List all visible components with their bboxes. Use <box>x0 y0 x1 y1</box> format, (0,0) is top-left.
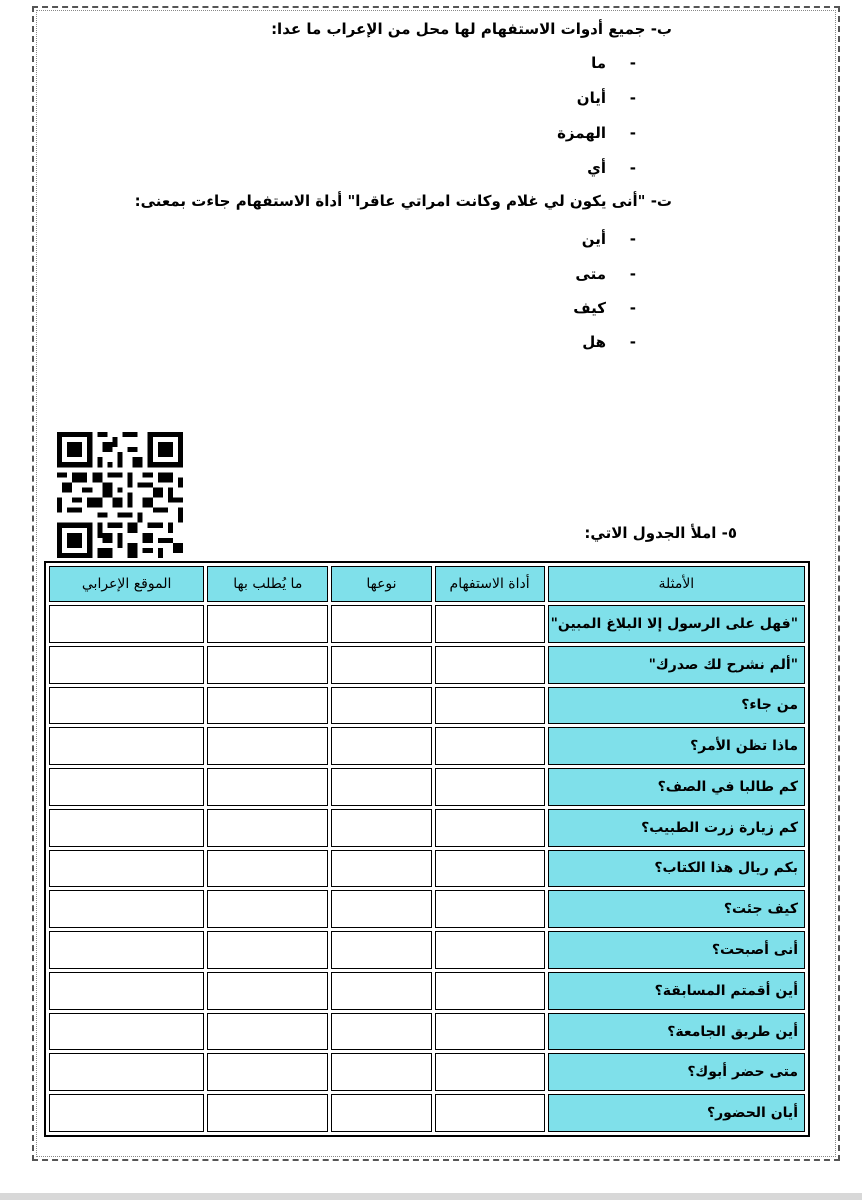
table-row <box>49 931 805 969</box>
answer-cell-parsing[interactable] <box>49 1094 204 1132</box>
answer-cell-requested[interactable] <box>207 931 328 969</box>
answer-cell-tool[interactable] <box>435 1053 545 1091</box>
table-row <box>49 850 805 888</box>
answer-cell-requested[interactable] <box>207 890 328 928</box>
question-b-title: ب- جميع أدوات الاستفهام لها محل من الإعراب ما عدا: <box>271 20 672 38</box>
answer-cell-type[interactable] <box>331 768 431 806</box>
answer-cell-parsing[interactable] <box>49 768 204 806</box>
table-row <box>49 768 805 806</box>
question-t-option: -كيف <box>573 299 636 317</box>
question-b-option: -الهمزة <box>557 124 636 142</box>
answer-cell-requested[interactable] <box>207 972 328 1010</box>
answer-cell-requested[interactable] <box>207 727 328 765</box>
example-cell: كم طالبا في الصف؟ <box>548 768 805 806</box>
answer-cell-parsing[interactable] <box>49 646 204 684</box>
answer-cell-tool[interactable] <box>435 1094 545 1132</box>
answer-cell-type[interactable] <box>331 687 431 725</box>
table-row <box>49 605 805 643</box>
table-row <box>49 1094 805 1132</box>
answer-cell-parsing[interactable] <box>49 931 204 969</box>
table-row <box>49 972 805 1010</box>
table-row <box>49 687 805 725</box>
question-t-option: -أين <box>581 230 636 248</box>
question-b-option: -أيان <box>576 89 636 107</box>
answer-cell-type[interactable] <box>331 1094 431 1132</box>
answer-cell-tool[interactable] <box>435 768 545 806</box>
answer-cell-requested[interactable] <box>207 850 328 888</box>
table-row <box>49 1053 805 1091</box>
answer-cell-requested[interactable] <box>207 605 328 643</box>
answer-cell-requested[interactable] <box>207 1053 328 1091</box>
header-examples: الأمثلة <box>548 566 805 602</box>
answer-cell-type[interactable] <box>331 890 431 928</box>
example-cell: متى حضر أبوك؟ <box>548 1053 805 1091</box>
example-cell: كيف جئت؟ <box>548 890 805 928</box>
answer-cell-parsing[interactable] <box>49 809 204 847</box>
answer-cell-requested[interactable] <box>207 1013 328 1051</box>
answer-cell-tool[interactable] <box>435 931 545 969</box>
answer-cell-tool[interactable] <box>435 646 545 684</box>
answer-cell-type[interactable] <box>331 1013 431 1051</box>
answer-cell-type[interactable] <box>331 605 431 643</box>
example-cell: أين طريق الجامعة؟ <box>548 1013 805 1051</box>
answer-cell-parsing[interactable] <box>49 972 204 1010</box>
answer-cell-tool[interactable] <box>435 687 545 725</box>
header-type: نوعها <box>331 566 431 602</box>
answer-cell-requested[interactable] <box>207 809 328 847</box>
answer-cell-tool[interactable] <box>435 809 545 847</box>
example-cell: ماذا تظن الأمر؟ <box>548 727 805 765</box>
header-parsing: الموقع الإعرابي <box>49 566 204 602</box>
answer-cell-tool[interactable] <box>435 727 545 765</box>
answer-cell-type[interactable] <box>331 850 431 888</box>
question-t-option: -هل <box>582 333 636 351</box>
example-cell: من جاء؟ <box>548 687 805 725</box>
header-tool: أداة الاستفهام <box>435 566 545 602</box>
answer-cell-tool[interactable] <box>435 605 545 643</box>
answer-cell-type[interactable] <box>331 972 431 1010</box>
answer-cell-type[interactable] <box>331 809 431 847</box>
example-cell: أنى أصبحت؟ <box>548 931 805 969</box>
section-5-title: ٥- املأ الجدول الاتي: <box>584 524 737 542</box>
answer-cell-parsing[interactable] <box>49 727 204 765</box>
answer-cell-requested[interactable] <box>207 687 328 725</box>
example-cell: أيان الحضور؟ <box>548 1094 805 1132</box>
answer-cell-tool[interactable] <box>435 972 545 1010</box>
answer-cell-requested[interactable] <box>207 768 328 806</box>
interrogative-table <box>44 561 810 1137</box>
example-cell: بكم ريال هذا الكتاب؟ <box>548 850 805 888</box>
answer-cell-type[interactable] <box>331 931 431 969</box>
answer-cell-requested[interactable] <box>207 1094 328 1132</box>
answer-cell-parsing[interactable] <box>49 605 204 643</box>
qr-code-icon <box>57 432 183 558</box>
answer-cell-type[interactable] <box>331 1053 431 1091</box>
answer-cell-tool[interactable] <box>435 890 545 928</box>
answer-cell-parsing[interactable] <box>49 850 204 888</box>
answer-cell-parsing[interactable] <box>49 1013 204 1051</box>
answer-cell-requested[interactable] <box>207 646 328 684</box>
example-cell: "ألم نشرح لك صدرك" <box>548 646 805 684</box>
table-row <box>49 646 805 684</box>
example-cell: "فهل على الرسول إلا البلاغ المبين" <box>548 605 805 643</box>
header-requested: ما يُطلب بها <box>207 566 328 602</box>
answer-cell-tool[interactable] <box>435 850 545 888</box>
table-row <box>49 809 805 847</box>
answer-cell-tool[interactable] <box>435 1013 545 1051</box>
table-row <box>49 1013 805 1051</box>
answer-cell-parsing[interactable] <box>49 890 204 928</box>
answer-cell-parsing[interactable] <box>49 687 204 725</box>
answer-cell-parsing[interactable] <box>49 1053 204 1091</box>
question-b-option: -أي <box>587 159 636 177</box>
example-cell: أين أقمتم المسابقة؟ <box>548 972 805 1010</box>
question-b-option: -ما <box>591 54 636 72</box>
answer-cell-type[interactable] <box>331 646 431 684</box>
question-t-title: ت- "أنى يكون لي غلام وكانت امراتي عاقرا" أداة الاستفهام جاءت بمعنى: <box>134 192 672 210</box>
table-row <box>49 727 805 765</box>
answer-cell-type[interactable] <box>331 727 431 765</box>
bottom-bar <box>0 1193 862 1200</box>
table-row <box>49 890 805 928</box>
question-t-option: -متى <box>575 265 636 283</box>
example-cell: كم زيارة زرت الطبيب؟ <box>548 809 805 847</box>
